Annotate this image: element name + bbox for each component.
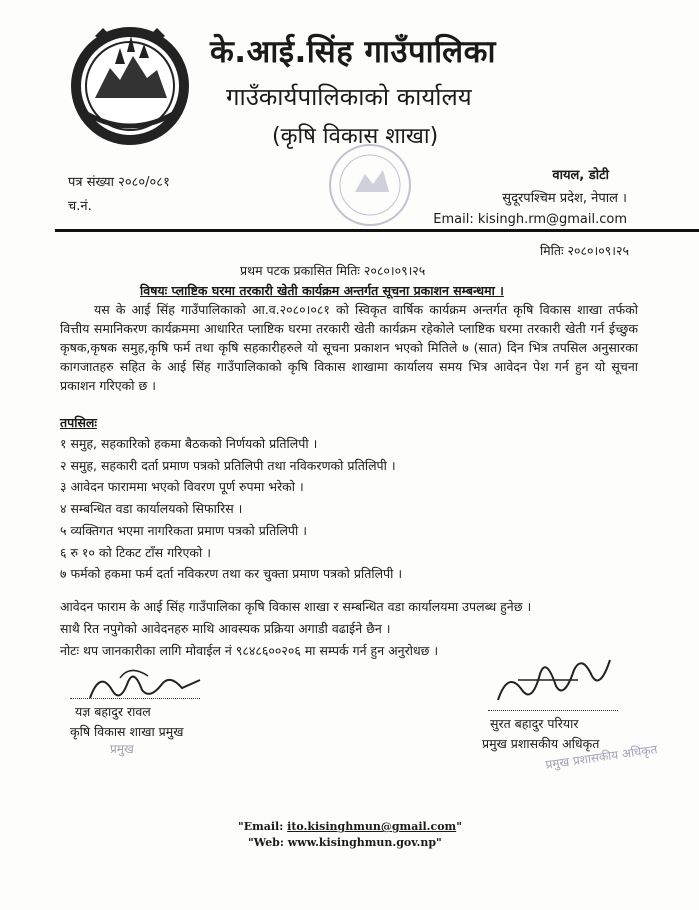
left-title-stamp: प्रमुख — [110, 742, 134, 756]
municipality-name: के.आई.सिंह गाउँपालिका — [210, 34, 496, 70]
left-signatory-name: यज्ञ बहादुर रावल — [75, 704, 151, 719]
footer-email-link[interactable]: ito.kisinghmun@gmail.com — [287, 820, 457, 833]
header-divider — [55, 229, 699, 232]
right-signature — [488, 650, 618, 710]
list-item: ६ रु १० को टिकट टाँस गरिएको । — [60, 544, 211, 560]
footer-website[interactable]: "Web: www.kisinghmun.gov.np" — [248, 836, 442, 849]
notice-date: मितिः २०८०।०९।२५ — [539, 243, 629, 258]
footer-email: "Email: ito.kisinghmun@gmail.com" — [238, 820, 462, 833]
right-signatory-name: सुरत बहादुर परियार — [490, 716, 579, 731]
left-signature-line — [70, 698, 200, 699]
office-stamp-seal — [325, 140, 415, 230]
closing-line-rejection: साथै रित नपुगेको आवेदनहरु माथि आवस्यक प्रक्रिया अगाडी वढाईने छैन । — [60, 621, 391, 636]
list-item: ४ सम्बन्धित वडा कार्यालयको सिफारिस । — [60, 501, 243, 517]
notice-subject: विषयः प्लाष्टिक घरमा तरकारी खेती कार्यक्रम अन्तर्गत सूचना प्रकाशन सम्बन्धमा । — [140, 283, 504, 298]
notice-body-text: यस के आई सिंह गाउँपालिकाको आ.व.२०८०।०८१ को स्विकृत वार्षिक कार्यक्रम अन्तर्गत कृषि विकास शाखा तर्फको वित्तीय समानिकरण कार्यक्रममा आधारित प्लाष्टिक घरमा तरकारी खेती कार्यक्रम रहेकोले प्लाष्टिक घरमा तरकारी खेती गर्न ईच्छुक कृषक,कृषक समुह,कृषि फर्म तथा कृषि सहकारीहरुले यो सूचना प्रकाशन भएको मितिले ७ (सात) दिन भित्र तपसिल अनुसारका कागजातहरु सहित के आई सिंह गाउँपालिकाको कृषि विकास शाखामा कार्यालय समय भित्र आवेदन पेश गर्न हुन यो सूचना प्रकाशन गरिएको छ । — [60, 302, 638, 393]
office-name: गाउँकार्यपालिकाको कार्यालय — [226, 83, 472, 111]
list-item: ५ व्यक्तिगत भएमा नागरिकता प्रमाण पत्रको प्रतिलिपी । — [60, 522, 307, 538]
closing-line-availability: आवेदन फाराम के आई सिंह गाउँपालिका कृषि विकास शाखा र सम्बन्धित वडा कार्यालयमा उपलब्ध हुनेछ । — [60, 599, 532, 614]
left-signatory-title: कृषि विकास शाखा प्रमुख — [70, 724, 184, 739]
office-province: सुदूरपश्चिम प्रदेश, नेपाल । — [502, 191, 627, 206]
letter-number: पत्र संख्या २०८०/०८१ — [68, 175, 170, 190]
office-email: Email: kisingh.rm@gmail.com — [433, 212, 627, 227]
requirements-list — [60, 433, 402, 585]
first-publish-date: प्रथम पटक प्रकासित मितिः २०८०।०९।२५ — [240, 263, 426, 278]
nepal-emblem-logo — [65, 18, 195, 148]
details-heading: तपसिलः — [60, 415, 97, 430]
list-item: ७ फर्मको हकमा फर्म दर्ता नविकरण तथा कर चुक्ता प्रमाण पत्रको प्रतिलिपी । — [60, 566, 403, 582]
notice-body — [60, 300, 638, 395]
office-location: वायल, डोटी — [552, 168, 609, 183]
dispatch-number: च.नं. — [68, 199, 92, 214]
right-signatory-title: प्रमुख प्रशासकीय अधिकृत — [482, 736, 600, 751]
right-title-stamp: प्रमुख प्रशासकीय अधिकृत — [544, 742, 659, 772]
list-item: २ समुह, सहकारी दर्ता प्रमाण पत्रको प्रतिलिपी तथा नविकरणको प्रतिलिपी । — [60, 457, 396, 473]
right-signature-line — [488, 710, 618, 711]
list-item: १ समुह, सहकारिको हकमा बैठकको निर्णयको प्रतिलिपी । — [60, 436, 318, 451]
branch-name: (कृषि विकास शाखा) — [272, 124, 439, 149]
closing-section — [60, 596, 531, 662]
contact-note: नोटः थप जानकारीका लागि मोवाईल नं ९८४८६००२०६ मा सम्पर्क गर्न हुन अनुरोधछ । — [60, 643, 439, 658]
list-item: ३ आवेदन फाराममा भएको विवरण पूर्ण रुपमा भरेको । — [60, 479, 304, 495]
